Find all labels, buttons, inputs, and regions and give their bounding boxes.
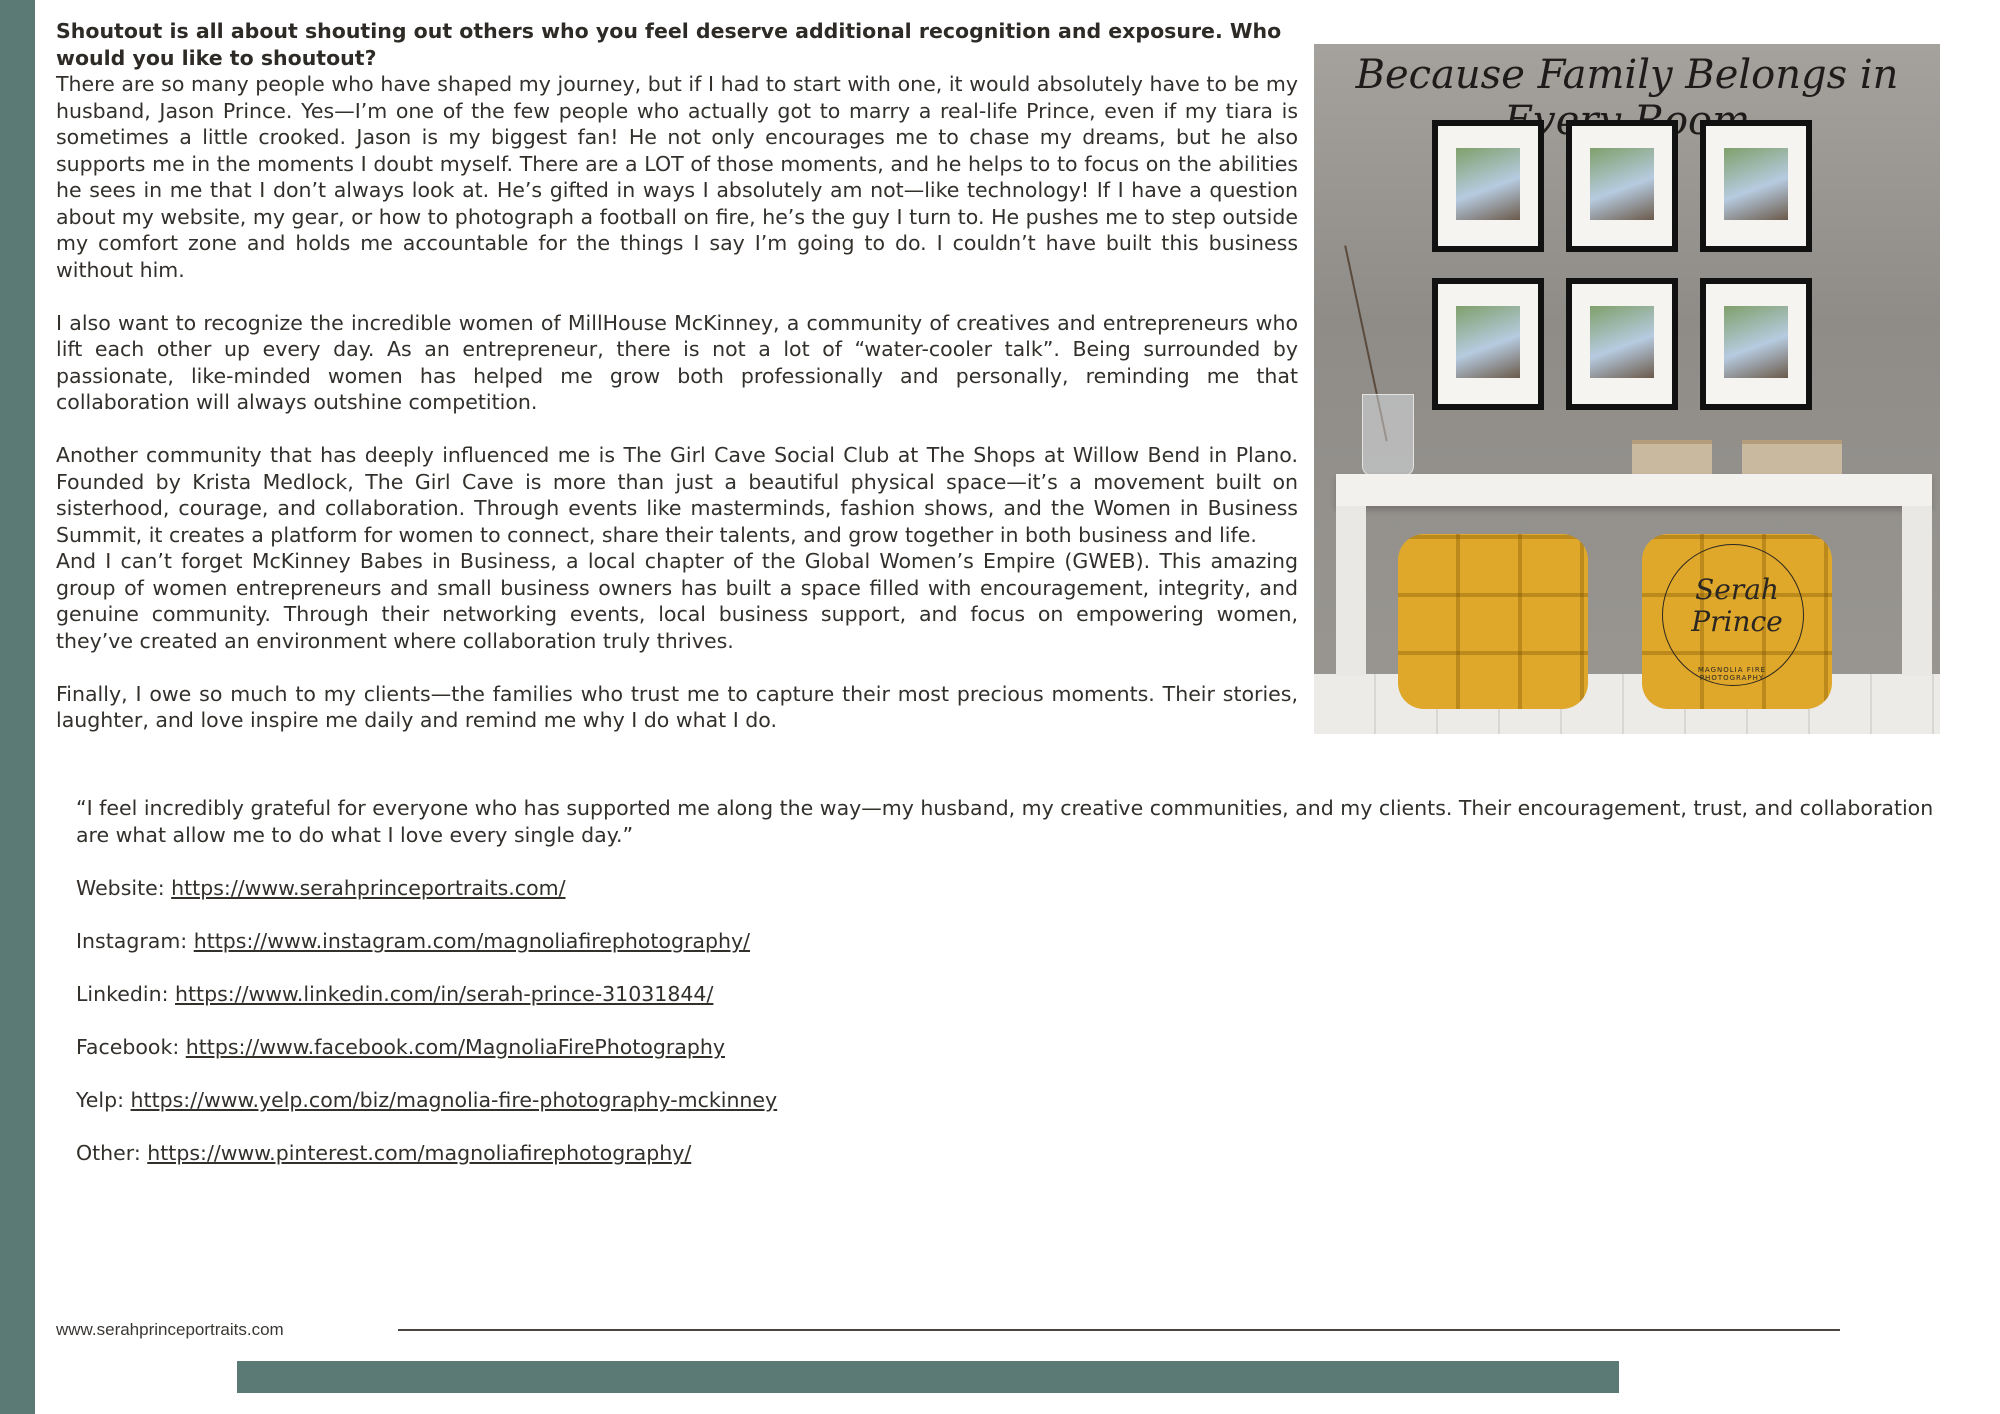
paragraph-girl-cave: Another community that has deeply influenced me is The Girl Cave Social Club at The Shops at Willow Bend in Plano. Founded by Krista Medlock, The Girl Cave is more than just a beautiful physical space—it’s a movement built on sisterhood, courage, and collaboration. Through events like masterminds, fashion shows, and the Women in Business Summit, it creates a platform for women to connect, share their talents, and grow together in both business and life.: [56, 443, 1298, 547]
yelp-link[interactable]: https://www.yelp.com/biz/magnolia-fire-photography-mckinney: [130, 1087, 778, 1112]
link-label: Facebook:: [76, 1034, 186, 1059]
article-body: [56, 18, 1298, 760]
wall-frame: [1432, 120, 1544, 252]
glass-vase: [1362, 394, 1414, 476]
website-link[interactable]: https://www.serahprinceportraits.com/: [171, 875, 566, 900]
link-label: Instagram:: [76, 928, 194, 953]
link-row-other: [76, 1140, 1966, 1167]
yellow-ottoman: [1398, 534, 1588, 709]
wall-frame: [1566, 120, 1678, 252]
quote-and-links: [76, 795, 1966, 1193]
watermark-logo-subtitle: MAGNOLIA FIRE PHOTOGRAPHY: [1697, 666, 1767, 682]
paragraph-millhouse: I also want to recognize the incredible women of MillHouse McKinney, a community of creatives and entrepreneurs who lift each other up every day. As an entrepreneur, there is not a lot of “water-cooler talk”. Being surrounded by passionate, like-minded women has helped me grow both professionally and personally, reminding me that collaboration will always outshine competition.: [56, 310, 1298, 414]
footer-site-url: www.serahprinceportraits.com: [56, 1320, 284, 1339]
wall-frame: [1700, 120, 1812, 252]
linkedin-link[interactable]: https://www.linkedin.com/in/serah-prince-31031844/: [175, 981, 714, 1006]
console-leg: [1902, 506, 1932, 676]
console-table: [1336, 474, 1932, 506]
link-row-instagram: [76, 928, 1966, 955]
link-row-yelp: [76, 1087, 1966, 1114]
pull-quote: “I feel incredibly grateful for everyone who has supported me along the way—my husband, my creative communities, and my clients. Their encouragement, trust, and collaboration are what allow me to do what I love every single day.”: [76, 796, 1934, 847]
watermark-logo-name: Serah Prince: [1691, 573, 1783, 638]
footer-divider: [398, 1329, 1840, 1331]
wall-frame: [1566, 278, 1678, 410]
link-label: Linkedin:: [76, 981, 175, 1006]
facebook-link[interactable]: https://www.facebook.com/MagnoliaFirePhotography: [185, 1034, 725, 1059]
interview-question: Shoutout is all about shouting out others who you feel deserve additional recognition and exposure. Who would you like to shoutout?: [56, 19, 1282, 70]
bottom-accent-band: [237, 1361, 1619, 1393]
link-row-linkedin: [76, 981, 1966, 1008]
link-label: Other:: [76, 1140, 148, 1165]
link-row-website: [76, 875, 1966, 902]
paragraph-husband: There are so many people who have shaped my journey, but if I had to start with one, it would absolutely have to be my husband, Jason Prince. Yes—I’m one of the few people who actually got to marry a real-life Prince, even if my tiara is sometimes a little crooked. Jason is my biggest fan! He not only encourages me to chase my dreams, but he also supports me in the moments I doubt myself. There are a LOT of those moments, and he helps to to focus on the abilities he sees in me that I don’t always look at. He’s gifted in ways I absolutely am not—like technology! If I have a question about my website, my gear, or how to photograph a football on fire, he’s the guy I turn to. He pushes me to step outside my comfort zone and holds me accountable for the things I say I’m going to do. I couldn’t have built this business without him.: [56, 72, 1298, 282]
link-label: Website:: [76, 875, 172, 900]
photo-script-title: Because Family Belongs in Every Room: [1355, 52, 1899, 144]
link-row-facebook: [76, 1034, 1966, 1061]
link-label: Yelp:: [76, 1087, 131, 1112]
paragraph-babes-in-business: And I can’t forget McKinney Babes in Business, a local chapter of the Global Women’s Empire (GWEB). This amazing group of women entrepreneurs and small business owners has built a space filled with encouragement, integrity, and genuine community. Through their networking events, local business support, and focus on empowering women, they’ve created an environment where collaboration truly thrives.: [56, 549, 1298, 653]
pinterest-link[interactable]: https://www.pinterest.com/magnoliafirephotography/: [147, 1140, 692, 1165]
paragraph-clients: Finally, I owe so much to my clients—the families who trust me to capture their most precious moments. Their stories, laughter, and love inspire me daily and remind me why I do what I do.: [56, 681, 1298, 732]
console-leg: [1336, 506, 1366, 676]
left-accent-bar: [0, 0, 35, 1414]
instagram-link[interactable]: https://www.instagram.com/magnoliafirephotography/: [193, 928, 750, 953]
wall-frame: [1700, 278, 1812, 410]
family-photo-wall-image: [1314, 44, 1940, 734]
